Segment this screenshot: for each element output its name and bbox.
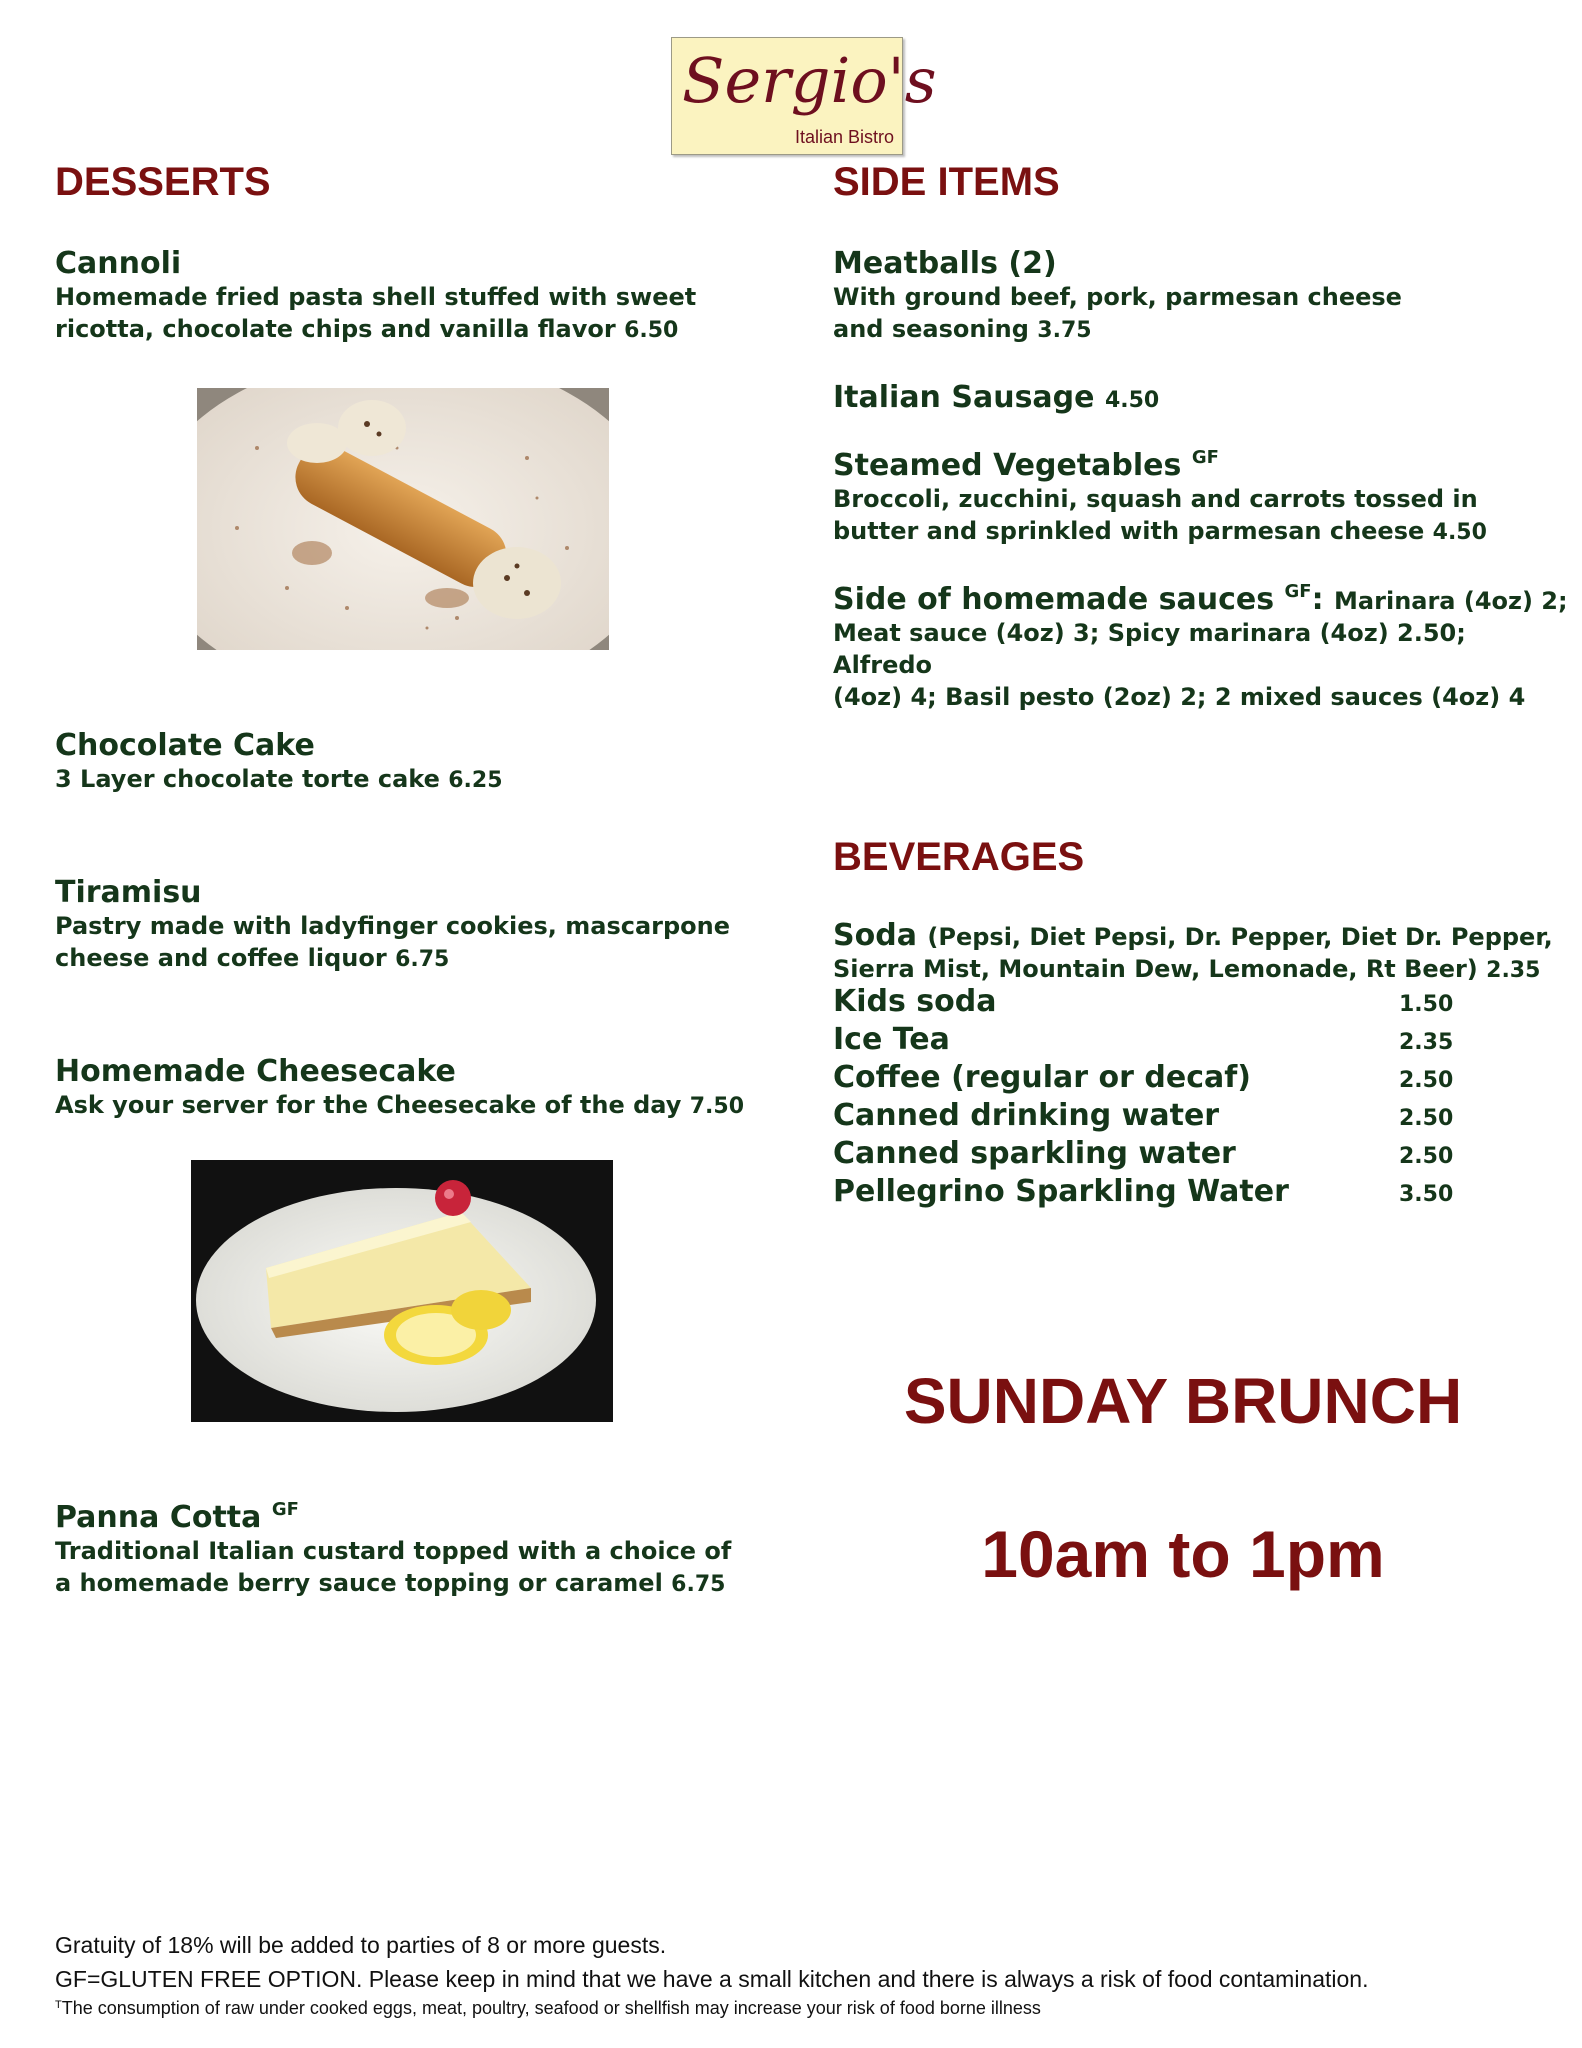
cheesecake-photo	[191, 1160, 613, 1422]
menu-item-italian-sausage	[833, 380, 1533, 415]
item-name: Side of homemade sauces $^{GF}$: Marinara (4oz) 2;	[833, 581, 1568, 617]
item-description: Homemade fried pasta shell stuffed with sweet ricotta, chocolate chips and vanilla flavor 6.50	[55, 283, 697, 343]
item-price: 6.75	[395, 947, 450, 972]
menu-item-soda	[833, 918, 1553, 987]
item-price: 6.25	[448, 768, 503, 793]
item-description: With ground beef, pork, parmesan cheese and seasoning 3.75	[833, 283, 1402, 343]
beverage-row	[833, 1022, 1453, 1060]
beverage-list	[833, 984, 1453, 1212]
item-name: Panna Cotta $^{GF}$	[55, 1499, 299, 1535]
logo-script-text: Sergio's	[682, 44, 937, 117]
item-description: Sierra Mist, Mountain Dew, Lemonade, Rt Beer) 2.35	[833, 955, 1541, 983]
beverage-name: Ice Tea	[833, 1022, 950, 1057]
item-name: Homemade Cheesecake	[55, 1054, 456, 1089]
item-name: Cannoli	[55, 246, 182, 281]
item-price: 7.50	[689, 1094, 744, 1119]
gluten-free-mark: GF	[271, 1499, 299, 1520]
beverage-price: 2.50	[1399, 1106, 1454, 1131]
menu-item-cannoli	[55, 246, 775, 347]
beverage-name: Canned drinking water	[833, 1098, 1220, 1133]
beverage-price: 3.50	[1399, 1182, 1454, 1207]
item-description: Ask your server for the Cheesecake of the day 7.50	[55, 1091, 744, 1119]
beverage-row	[833, 1098, 1453, 1136]
beverage-row	[833, 1174, 1453, 1212]
menu-item-meatballs	[833, 246, 1533, 347]
item-description: 3 Layer chocolate torte cake 6.25	[55, 765, 503, 793]
menu-item-steamed-vegetables	[833, 448, 1533, 549]
item-price: 2.35	[1486, 958, 1541, 983]
gluten-free-mark: GF	[1284, 581, 1312, 602]
menu-item-tiramisu	[55, 875, 775, 976]
beverage-name: Kids soda	[833, 984, 997, 1019]
item-price: 6.75	[671, 1572, 726, 1597]
item-price: 6.50	[624, 318, 679, 343]
menu-item-cheesecake	[55, 1054, 775, 1123]
sunday-brunch-title: SUNDAY BRUNCH	[903, 1365, 1463, 1437]
beverage-price: 2.50	[1399, 1144, 1454, 1169]
desserts-heading: DESSERTS	[55, 160, 271, 204]
menu-item-chocolate-cake	[55, 728, 775, 797]
item-price: 4.50	[1104, 388, 1160, 413]
item-description: Broccoli, zucchini, squash and carrots tossed in butter and sprinkled with parmesan cheese 4.50	[833, 485, 1487, 545]
item-description: Pastry made with ladyfinger cookies, mascarpone cheese and coffee liquor 6.75	[55, 912, 731, 972]
gluten-free-note: GF=GLUTEN FREE OPTION. Please keep in mind that we have a small kitchen and there is always a risk of food contamination.	[55, 1966, 1369, 1992]
cannoli-photo	[197, 388, 609, 650]
sunday-brunch-hours: 10am to 1pm	[981, 1517, 1385, 1591]
menu-item-panna-cotta	[55, 1500, 775, 1601]
item-price: 4.50	[1432, 520, 1487, 545]
beverage-price: 2.50	[1399, 1068, 1454, 1093]
restaurant-logo	[671, 37, 937, 155]
item-price: 3.75	[1037, 318, 1092, 343]
item-name: Chocolate Cake	[55, 728, 315, 763]
consumption-mark: T	[55, 1999, 62, 2011]
beverage-row	[833, 1060, 1453, 1098]
beverage-name: Pellegrino Sparkling Water	[833, 1174, 1289, 1209]
beverage-price: 1.50	[1399, 992, 1454, 1017]
item-description-line: (4oz) 4; Basil pesto (2oz) 2; 2 mixed sauces (4oz) 4	[833, 683, 1526, 711]
beverage-name: Canned sparkling water	[833, 1136, 1236, 1171]
item-name: Italian Sausage 4.50	[833, 380, 1160, 415]
gratuity-note: Gratuity of 18% will be added to parties of 8 or more guests.	[55, 1932, 667, 1958]
beverages-heading: BEVERAGES	[833, 835, 1085, 879]
item-description-line: Meat sauce (4oz) 3; Spicy marinara (4oz) 2.50; Alfredo	[833, 619, 1466, 679]
beverage-row	[833, 1136, 1453, 1174]
menu-item-homemade-sauces	[833, 581, 1568, 713]
item-name: Soda (Pepsi, Diet Pepsi, Dr. Pepper, Diet Dr. Pepper,	[833, 918, 1553, 953]
side-items-heading: SIDE ITEMS	[833, 160, 1060, 204]
gluten-free-mark: GF	[1191, 447, 1219, 468]
item-name: Tiramisu	[55, 875, 202, 910]
beverage-row	[833, 984, 1453, 1022]
beverage-price: 2.35	[1399, 1030, 1454, 1055]
logo-subtitle: Italian Bistro	[794, 127, 894, 147]
item-name: Meatballs (2)	[833, 246, 1057, 281]
consumption-warning: $^T$The consumption of raw under cooked eggs, meat, poultry, seafood or shellfish may increase your risk of food borne illness	[55, 1998, 1041, 2018]
item-description: Traditional Italian custard topped with a choice of a homemade berry sauce topping or caramel 6.75	[55, 1537, 732, 1597]
item-name: Steamed Vegetables $^{GF}$	[833, 447, 1219, 483]
beverage-name: Coffee (regular or decaf)	[833, 1060, 1251, 1095]
